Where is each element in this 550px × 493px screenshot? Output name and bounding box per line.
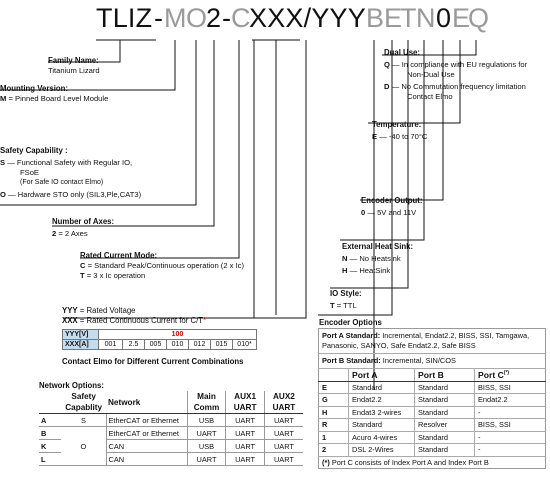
current-mode-title: Rated Current Mode: xyxy=(80,251,158,260)
table-row xyxy=(319,406,546,419)
pn-network: B xyxy=(366,3,385,33)
heat-sink-n-value: — No Heatsink xyxy=(349,254,401,263)
current-mode-c-code: C xyxy=(80,261,86,270)
encoder-header: Port B xyxy=(415,369,475,382)
encoder-port-a: Standard xyxy=(349,381,415,394)
table-row xyxy=(319,394,546,407)
encoder-output-code: 0 xyxy=(361,208,366,217)
family-value: Titanium Lizard xyxy=(48,66,100,75)
encoder-port-c: - xyxy=(475,406,546,419)
encoder-footnote-row xyxy=(319,456,546,469)
network-header: Safety Capablity xyxy=(61,391,106,414)
network-main: UART xyxy=(187,427,226,440)
encoder-port-a: Endat2.2 xyxy=(349,394,415,407)
mounting-title: Mounting Version: xyxy=(0,84,69,93)
network-code: L xyxy=(39,453,61,466)
xxx-text: = Rated Continuous Current for C/T xyxy=(79,316,204,325)
encoder-port-a: Standard xyxy=(349,419,415,432)
safety-o-code: O xyxy=(0,190,6,199)
encoder-code: G xyxy=(319,394,349,407)
current-value: 012 xyxy=(189,340,211,350)
network-aux1: UART xyxy=(226,427,265,440)
encoder-code: 2 xyxy=(319,444,349,457)
dual-use-d-text-2: Contact Elmo xyxy=(407,92,453,101)
pn-axes: 2 xyxy=(206,3,222,33)
encoder-port-a: Acuro 4-wires xyxy=(349,431,415,444)
network-code: B xyxy=(39,427,61,440)
dual-use-q-text-2: Non-Dual Use xyxy=(407,70,455,79)
network-title: Network Options: xyxy=(39,381,104,390)
temperature-block xyxy=(372,120,427,142)
network-aux2: UART xyxy=(264,414,303,427)
encoder-output-value: — 5V and 11V xyxy=(367,208,417,217)
encoder-output-block xyxy=(361,196,423,218)
encoder-port-c: BISS, SSI xyxy=(475,381,546,394)
current-table-caption: Contact Elmo for Different Current Combinations xyxy=(62,357,244,366)
encoder-port-b: Resolver xyxy=(415,419,475,432)
dual-use-d-text: — No Commutation frequency limitation xyxy=(391,82,526,91)
table-row xyxy=(39,427,303,440)
encoder-port-a: Endat3 2-wires xyxy=(349,406,415,419)
encoder-output-title: Encoder Output: xyxy=(361,196,423,205)
encoder-footnote-mark: (*) xyxy=(322,457,330,467)
heat-sink-n-code: N xyxy=(342,254,348,263)
dual-use-q-text: — In compliance with EU regulations for xyxy=(392,60,528,69)
network-header: AUX1 UART xyxy=(226,391,265,414)
pn-encoder-output: 0 xyxy=(436,3,452,33)
network-safety: S xyxy=(61,414,106,427)
pn-current-mode: C xyxy=(231,3,251,33)
safety-s-text-2: FSoE xyxy=(20,168,39,177)
encoder-port-c: BISS, SSI xyxy=(475,419,546,432)
encoder-header xyxy=(319,369,349,382)
dual-use-title: Dual Use: xyxy=(384,48,420,57)
pn-encoder: E xyxy=(384,3,403,33)
encoder-header-c-mark: (*) xyxy=(503,369,510,376)
current-value: 010 xyxy=(167,340,189,350)
current-table-row-voltage xyxy=(63,330,257,340)
pn-io-style: T xyxy=(400,3,417,33)
family-block xyxy=(48,56,100,76)
current-table xyxy=(62,329,257,350)
safety-o-text: — Hardware STO only (SIL3,Ple,CAT3) xyxy=(8,190,142,199)
encoder-port-a-label: Port A Standard: xyxy=(322,331,381,340)
encoder-code: E xyxy=(319,381,349,394)
network-table xyxy=(39,391,303,466)
axes-title: Number of Axes: xyxy=(52,217,115,226)
voltage-block xyxy=(62,306,206,326)
axes-value: = 2 Axes xyxy=(58,229,88,238)
axes-block xyxy=(52,217,114,239)
encoder-header: Port A xyxy=(349,369,415,382)
encoder-port-a-text: Incremental, Endat2.2, BISS, SSI, Tamgawa, Panasonic, SANYO, Safe Endat2.2, Safe BISS xyxy=(322,331,530,350)
pn-family: TLIZ xyxy=(96,3,153,33)
table-row xyxy=(319,444,546,457)
network-main: USB xyxy=(187,414,226,427)
encoder-port-c: - xyxy=(475,431,546,444)
safety-s-note: (For Safe IO contact Elmo) xyxy=(20,179,104,186)
safety-s-text: — Functional Safety with Regular IO, xyxy=(7,158,133,167)
io-style-code: T xyxy=(330,301,335,310)
xxx-mark: * xyxy=(203,316,207,325)
encoder-port-b-label: Port B Standard: xyxy=(322,356,381,365)
network-network: EtherCAT or Ethernet xyxy=(106,414,187,427)
network-network: CAN xyxy=(106,453,187,466)
encoder-port-b: Standard xyxy=(415,444,475,457)
encoder-port-b-text: Incremental, SIN/COS xyxy=(382,356,456,365)
table-row xyxy=(319,381,546,394)
network-network: CAN xyxy=(106,440,187,453)
io-style-title: IO Style: xyxy=(330,289,362,298)
network-aux2: UART xyxy=(264,453,303,466)
current-value: 005 xyxy=(145,340,167,350)
encoder-port-b: Standard xyxy=(415,381,475,394)
dual-use-q-code: Q xyxy=(384,60,390,69)
pn-dual-use: Q xyxy=(468,3,490,33)
encoder-port-b: Standard xyxy=(415,394,475,407)
encoder-footnote: Port C consists of Index Port A and Index Port B xyxy=(331,457,489,467)
pn-dash-2: - xyxy=(222,3,232,33)
table-row xyxy=(319,431,546,444)
network-aux1: UART xyxy=(226,453,265,466)
pn-current-voltage: XXX/YYY xyxy=(249,3,366,33)
table-row xyxy=(39,414,303,427)
encoder-port-b: Standard xyxy=(415,406,475,419)
encoder-port-b-row xyxy=(319,354,546,369)
pn-heat-sink: N xyxy=(416,3,436,33)
heat-sink-block xyxy=(342,242,413,276)
network-header: Network xyxy=(106,391,187,414)
heat-sink-h-value: — HeatSink xyxy=(349,266,391,275)
safety-title: Safety Capability : xyxy=(0,146,68,155)
io-style-block xyxy=(330,289,362,311)
network-aux1: UART xyxy=(226,414,265,427)
dual-use-block xyxy=(384,48,527,102)
current-value: 2.5 xyxy=(123,340,145,350)
encoder-code: H xyxy=(319,406,349,419)
current-value: 010* xyxy=(233,340,257,350)
encoder-table xyxy=(318,328,546,469)
network-header: Main Comm xyxy=(187,391,226,414)
io-style-value: = TTL xyxy=(336,301,357,310)
yyy-code: YYY xyxy=(62,306,78,315)
current-mode-t-code: T xyxy=(80,271,85,280)
network-main: USB xyxy=(187,440,226,453)
network-header xyxy=(39,391,61,414)
network-code: K xyxy=(39,440,61,453)
pn-temperature: E xyxy=(452,3,471,33)
yyy-text: = Rated Voltage xyxy=(79,306,136,315)
network-code: A xyxy=(39,414,61,427)
current-table-voltage-value: 100 xyxy=(99,330,257,340)
encoder-port-c: - xyxy=(475,444,546,457)
pn-mounting: M xyxy=(164,3,187,33)
current-value: 015 xyxy=(211,340,233,350)
network-aux2: UART xyxy=(264,427,303,440)
heat-sink-h-code: H xyxy=(342,266,348,275)
encoder-port-c: Endat2.2 xyxy=(475,394,546,407)
network-header: AUX2 UART xyxy=(264,391,303,414)
temperature-value: — -40 to 70°C xyxy=(379,132,428,141)
encoder-header: Port C xyxy=(478,369,504,380)
mounting-block xyxy=(0,84,108,104)
safety-s-code: S xyxy=(0,158,6,167)
network-safety: O xyxy=(61,427,106,466)
mounting-code: M xyxy=(0,94,7,103)
pn-dash-1: - xyxy=(154,3,164,33)
current-table-row-current xyxy=(63,340,257,350)
encoder-port-a: DSL 2-Wires xyxy=(349,444,415,457)
encoder-port-b: Standard xyxy=(415,431,475,444)
safety-block xyxy=(0,146,141,200)
encoder-code: 1 xyxy=(319,431,349,444)
current-table-current-label: XXX[A] xyxy=(63,340,99,350)
encoder-header-row xyxy=(319,369,546,382)
encoder-code: R xyxy=(319,419,349,432)
network-aux2: UART xyxy=(264,440,303,453)
xxx-code: XXX xyxy=(62,316,78,325)
network-main: UART xyxy=(187,453,226,466)
temperature-code: E xyxy=(372,132,378,141)
axes-code: 2 xyxy=(52,229,57,238)
heat-sink-title: External Heat Sink: xyxy=(342,242,414,251)
current-mode-t-value: = 3 x Ic operation xyxy=(86,271,146,280)
encoder-title: Encoder Options xyxy=(319,318,382,327)
network-header-row xyxy=(39,391,303,414)
network-network: EtherCAT or Ethernet xyxy=(106,427,187,440)
current-table-voltage-label: YYY[V] xyxy=(63,330,99,340)
current-mode-c-value: = Standard Peak/Continuous operation (2 x Ic) xyxy=(87,261,245,270)
encoder-header-c xyxy=(475,369,546,382)
temperature-title: Temperature: xyxy=(372,120,422,129)
pn-safety: O xyxy=(186,3,208,33)
current-value: 001 xyxy=(99,340,123,350)
table-row xyxy=(319,419,546,432)
family-title: Family Name: xyxy=(48,56,99,65)
mounting-value: = Pinned Board Level Module xyxy=(8,94,109,103)
current-mode-block xyxy=(80,251,244,281)
network-aux1: UART xyxy=(226,440,265,453)
dual-use-d-code: D xyxy=(384,82,390,91)
encoder-port-a-row xyxy=(319,329,546,354)
